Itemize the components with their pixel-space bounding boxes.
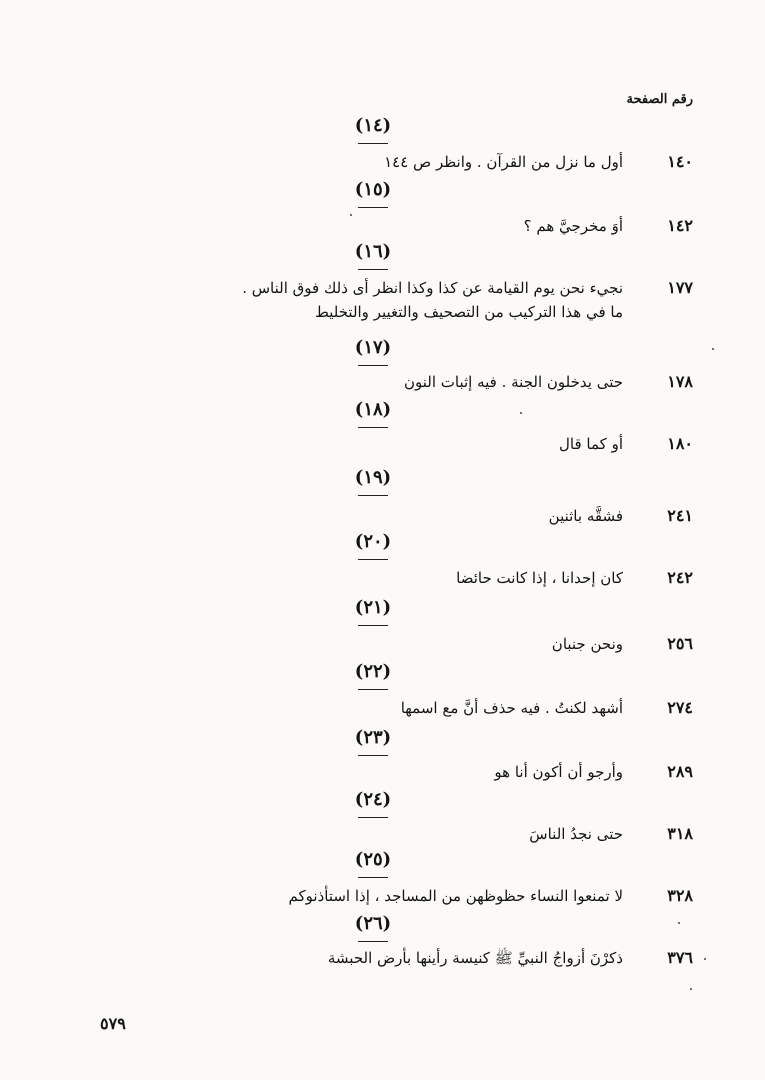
entry-page-number: ٢٤١ (667, 506, 693, 525)
section-number-text: (١٨) (354, 399, 392, 420)
entry-page-number: ٣١٨ (667, 824, 693, 843)
section-number (338, 530, 408, 554)
entry-text: كان إحدانا ، إذا كانت حائضا (456, 569, 623, 587)
entry-page-number: ٢٤٢ (667, 568, 693, 587)
entry-page-number: ٣٢٨ (667, 886, 693, 905)
entry-text: أوَ مخرجيَّ هم ؟ (523, 217, 623, 235)
section-number (338, 114, 408, 138)
entry-text: حتى نجدُ الناسَ (529, 825, 623, 843)
section-number-text: (٢٣) (354, 727, 392, 748)
section-number-text: (١٧) (354, 337, 392, 358)
section-number (338, 912, 408, 936)
section-number-text: (١٤) (354, 115, 392, 136)
entry-text: أشهد لكنتُ . فيه حذف أنَّ مع اسمها (400, 699, 623, 717)
section-rule (358, 941, 388, 942)
section-number (338, 240, 408, 264)
entry-page-number: ٢٨٩ (667, 762, 693, 781)
section-rule (358, 495, 388, 496)
section-number-text: (٢٢) (354, 661, 392, 682)
entry-page-number: ٢٥٦ (667, 634, 693, 653)
entry-page-number: ١٤٢ (667, 216, 693, 235)
section-number-text: (٢٤) (354, 789, 392, 810)
column-header: رقم الصفحة (626, 92, 693, 107)
entry-text (153, 276, 623, 324)
section-number-text: (١٥) (354, 179, 392, 200)
entry-text: ذكرْنَ أزواجُ النبيِّ ﷺ كنيسة رأينها بأرض الحبشة (327, 949, 623, 967)
entry-text: فشقَّه باثنين (548, 507, 623, 525)
scan-speck (712, 348, 714, 350)
section-rule (358, 755, 388, 756)
scan-speck (520, 412, 522, 414)
section-number (338, 336, 408, 360)
entry-page-number: ١٧٧ (667, 278, 693, 297)
section-number (338, 466, 408, 490)
section-rule (358, 427, 388, 428)
entry-text: أو كما قال (559, 435, 623, 453)
section-number (338, 398, 408, 422)
section-number-text: (١٦) (354, 241, 392, 262)
entry-text: حتى يدخلون الجنة . فيه إثبات النون (403, 373, 623, 391)
section-rule (358, 365, 388, 366)
section-rule (358, 269, 388, 270)
entry-text-line-2: ما في هذا التركيب من التصحيف والتغيير والتخليط (315, 303, 623, 321)
section-number (338, 726, 408, 750)
entry-text: لا تمنعوا النساء حظوظهن من المساجد ، إذا استأذنوكم (288, 887, 623, 905)
section-rule (358, 689, 388, 690)
section-rule (358, 877, 388, 878)
section-number (338, 596, 408, 620)
scan-speck (678, 922, 680, 924)
entry-page-number: ١٨٠ (667, 434, 693, 453)
section-number-text: (٢٥) (354, 849, 392, 870)
section-number-text: (٢٠) (354, 531, 392, 552)
entry-page-number: ١٧٨ (667, 372, 693, 391)
entry-page-number: ٢٧٤ (667, 698, 693, 717)
entry-text-line-1: نجيء نحن يوم القيامة عن كذا وكذا انظر أى ذلك فوق الناس . (242, 279, 623, 297)
scan-speck (350, 214, 352, 216)
entry-text: وأرجو أن أكون أنا هو (494, 763, 623, 781)
section-number (338, 660, 408, 684)
section-rule (358, 143, 388, 144)
entry-text: ونحن جنبان (551, 635, 623, 653)
section-number (338, 178, 408, 202)
entry-page-number: ١٤٠ (667, 152, 693, 171)
entry-text: أول ما نزل من القرآن . وانظر ص ١٤٤ (384, 153, 623, 171)
section-rule (358, 559, 388, 560)
section-rule (358, 817, 388, 818)
folio-page-number: ٥٧٩ (100, 1014, 126, 1033)
section-number-text: (١٩) (354, 467, 392, 488)
section-rule (358, 207, 388, 208)
entry-page-number: ٣٧٦ (667, 948, 693, 967)
section-number-text: (٢١) (354, 597, 392, 618)
section-number-text: (٢٦) (354, 913, 392, 934)
section-number (338, 848, 408, 872)
section-rule (358, 625, 388, 626)
scan-speck (704, 958, 706, 960)
scan-speck (690, 988, 692, 990)
section-number (338, 788, 408, 812)
